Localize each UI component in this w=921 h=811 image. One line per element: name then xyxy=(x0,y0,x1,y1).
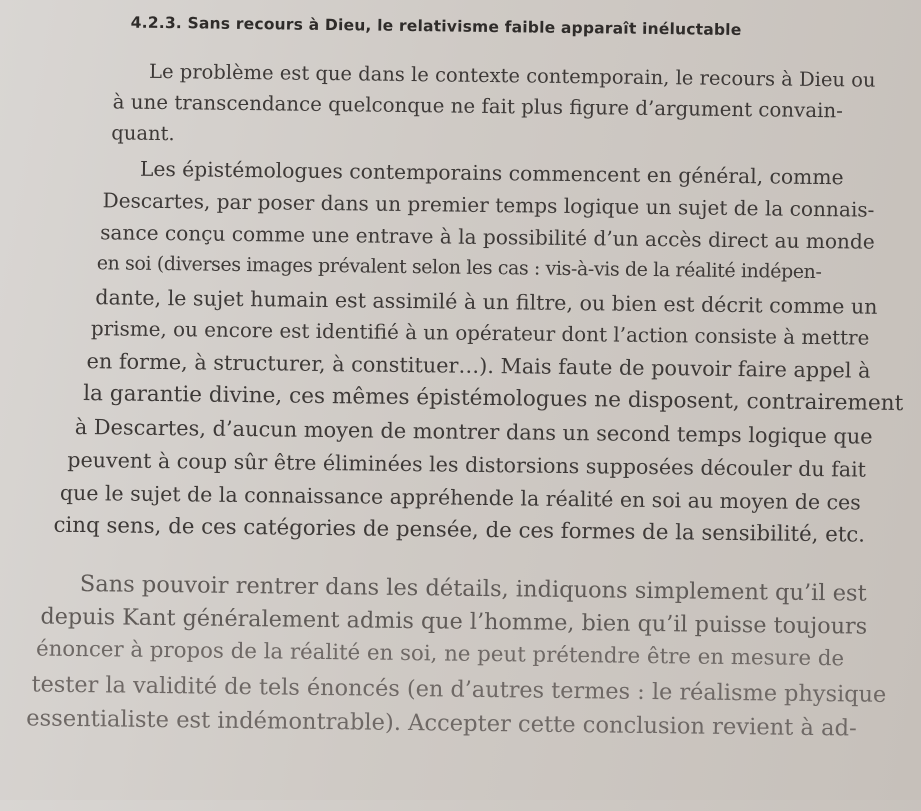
paragraph-2-line-4: en soi (diverses images prévalent selon les cas : vis-à-vis de la réalité indépen- xyxy=(96,252,822,284)
paragraph-3-line-4: tester la validité de tels énoncés (en d’autres termes : le réalisme physique xyxy=(31,671,887,708)
paragraph-3-line-3: énoncer à propos de la réalité en soi, ne peut prétendre être en mesure de xyxy=(35,636,845,672)
paragraph-2-line-2: Descartes, par poser dans un premier temps logique un sujet de la connais- xyxy=(102,188,875,222)
paragraph-2-line-3: sance conçu comme une entrave à la possibilité d’un accès direct au monde xyxy=(100,220,875,254)
paragraph-3-line-2: depuis Kant généralement admis que l’homme, bien qu’il puisse toujours xyxy=(40,603,868,640)
paragraph-2-line-11: que le sujet de la connaissance appréhende la réalité en soi au moyen de ces xyxy=(59,480,861,515)
section-heading: 4.2.3. Sans recours à Dieu, le relativisme faible apparaît inéluctable xyxy=(130,13,742,40)
paragraph-1-line-1: Le problème est que dans le contexte contemporain, le recours à Dieu ou xyxy=(148,59,876,92)
paragraph-1-line-3: quant. xyxy=(111,121,175,146)
paragraph-2-line-5: dante, le sujet humain est assimilé à un filtre, ou bien est décrit comme un xyxy=(95,285,878,319)
paragraph-2-line-12: cinq sens, de ces catégories de pensée, de ces formes de la sensibilité, etc. xyxy=(53,512,866,548)
paragraph-2-line-9: à Descartes, d’aucun moyen de montrer dans un second temps logique que xyxy=(74,414,873,449)
paragraph-2-line-6: prisme, ou encore est identifié à un opérateur dont l’action consiste à mettre xyxy=(90,317,870,350)
paragraph-3-line-1: Sans pouvoir rentrer dans les détails, indiquons simplement qu’il est xyxy=(79,571,867,607)
paragraph-2-line-7: en forme, à structurer, à constituer…). Mais faute de pouvoir faire appel à xyxy=(86,349,871,383)
paragraph-2-line-8: la garantie divine, ces mêmes épistémologues ne disposent, contrairement xyxy=(83,381,904,417)
paragraph-2-line-1: Les épistémologues contemporains commencent en général, comme xyxy=(139,156,844,190)
paragraph-3-line-5: essentialiste est indémontrable). Accepter cette conclusion revient à ad- xyxy=(26,705,857,742)
paragraph-1-line-2: à une transcendance quelconque ne fait plus figure d’argument convain- xyxy=(112,90,843,123)
paragraph-2-line-10: peuvent à coup sûr être éliminées les distorsions supposées découler du fait xyxy=(67,447,867,482)
